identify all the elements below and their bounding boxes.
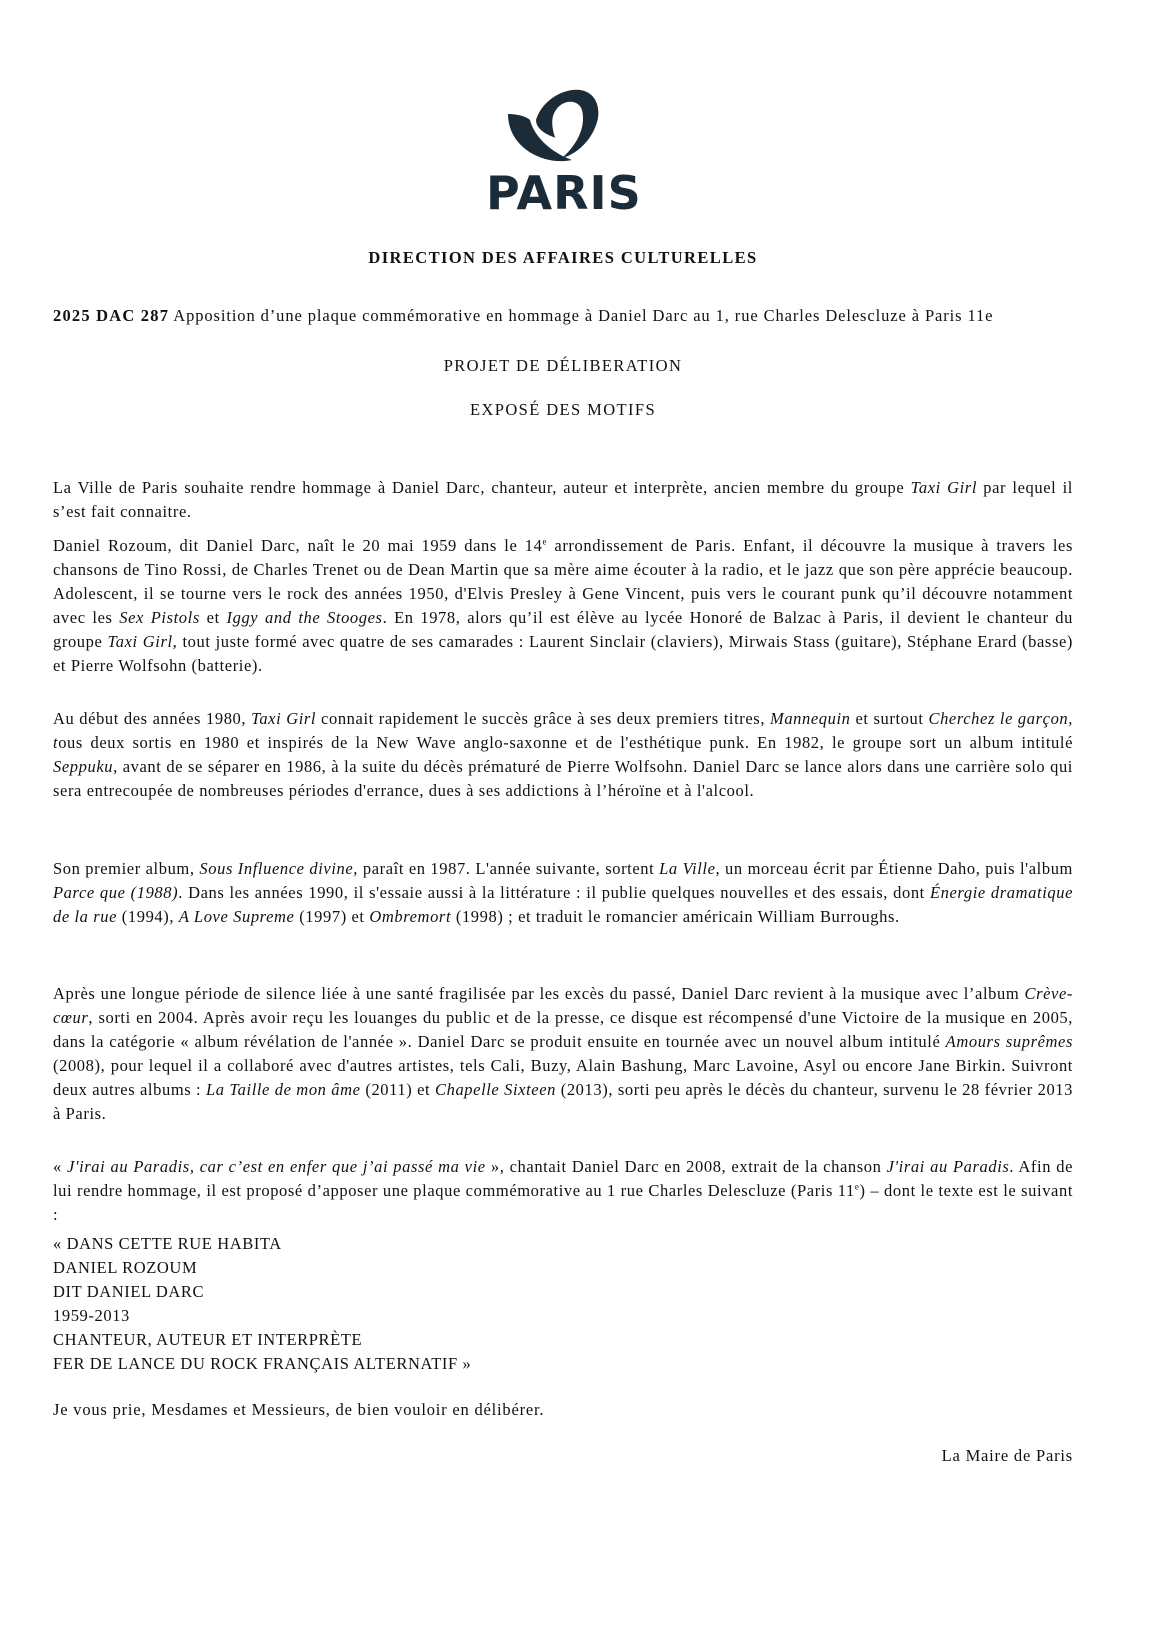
- paris-boat-emblem-icon: [486, 86, 634, 170]
- paragraph-taxi-girl: Au début des années 1980, Taxi Girl connait rapidement le succès grâce à ses deux premiers titres, Mannequin et surtout Cherchez le garçon, tous deux sortis en 1980 et inspirés de la New Wave anglo-saxonne et de l'esthétique punk. En 1982, le groupe sort un album intitulé Seppuku, avant de se séparer en 1986, à la suite du décès prématuré de Pierre Wolfsohn. Daniel Darc se lance alors dans une carrière solo qui sera entrecoupée de nombreuses périodes d'errance, dues à ses addictions à l’héroïne et à l'alcool.: [53, 709, 1074, 800]
- plaque-line: CHANTEUR, AUTEUR ET INTERPRÈTE: [53, 1330, 363, 1349]
- paris-logo: [486, 86, 642, 222]
- signature: La Maire de Paris: [941, 1446, 1073, 1465]
- plaque-text: [53, 1232, 953, 1376]
- closing-sentence: Je vous prie, Mesdames et Messieurs, de bien vouloir en délibérer.: [53, 1400, 545, 1419]
- paragraph-intro: La Ville de Paris souhaite rendre hommage à Daniel Darc, chanteur, auteur et interprète, ancien membre du groupe Taxi Girl par lequel il s’est fait connaitre.: [53, 478, 1073, 521]
- reference-code: 2025 DAC 287: [53, 306, 170, 325]
- plaque-line: « DANS CETTE RUE HABITA: [53, 1234, 282, 1253]
- plaque-line: DIT DANIEL DARC: [53, 1282, 205, 1301]
- plaque-line: FER DE LANCE DU ROCK FRANÇAIS ALTERNATIF »: [53, 1354, 472, 1373]
- plaque-line: DANIEL ROZOUM: [53, 1258, 198, 1277]
- project-heading: PROJET DE DÉLIBERATION: [443, 356, 683, 375]
- paragraph-biography: Daniel Rozoum, dit Daniel Darc, naît le 20 mai 1959 dans le 14e arrondissement de Paris. Enfant, il découvre la musique à travers les chansons de Tino Rossi, de Charles Trenet ou de Dean Martin que sa mère aime écouter à la radio, et le jazz que son père apprécie beaucoup. Adolescent, il se tourne vers le rock des années 1950, d'Elvis Presley à Gene Vincent, puis vers le courant punk qu’il découvre notamment avec les Sex Pistols et Iggy and the Stooges. En 1978, alors qu’il est élève au lycée Honoré de Balzac à Paris, il devient le chanteur du groupe Taxi Girl, tout juste formé avec quatre de ses camarades : Laurent Sinclair (claviers), Mirwais Stass (guitare), Stéphane Erard (basse) et Pierre Wolfsohn (batterie).: [53, 536, 1073, 675]
- plaque-line: 1959-2013: [53, 1306, 130, 1325]
- reference-title: Apposition d’une plaque commémorative en hommage à Daniel Darc au 1, rue Charles Delescluze à Paris 11e: [169, 306, 994, 325]
- paris-wordmark: PARIS: [486, 166, 642, 220]
- deliberation-reference: [53, 305, 1073, 327]
- paragraph-proposal: « J'irai au Paradis, car c’est en enfer que j’ai passé ma vie », chantait Daniel Darc en 2008, extrait de la chanson J'irai au Paradis. Afin de lui rendre hommage, il est proposé d’apposer une plaque commémorative au 1 rue Charles Delescluze (Paris 11e) – dont le texte est le suivant :: [53, 1157, 1073, 1224]
- direction-heading: DIRECTION DES AFFAIRES CULTURELLES: [368, 248, 758, 267]
- paragraph-solo-career: Son premier album, Sous Influence divine, paraît en 1987. L'année suivante, sortent La Ville, un morceau écrit par Étienne Daho, puis l'album Parce que (1988). Dans les années 1990, il s'essaie aussi à la littérature : il publie quelques nouvelles et des essais, dont Énergie dramatique de la rue (1994), A Love Supreme (1997) et Ombremort (1998) ; et traduit le romancier américain William Burroughs.: [53, 859, 1073, 926]
- paragraph-comeback: Après une longue période de silence liée à une santé fragilisée par les excès du passé, Daniel Darc revient à la musique avec l’album Crève-cœur, sorti en 2004. Après avoir reçu les louanges du public et de la presse, ce disque est récompensé d'une Victoire de la musique en 2005, dans la catégorie « album révélation de l'année ». Daniel Darc se produit ensuite en tournée avec un nouvel album intitulé Amours suprêmes (2008), pour lequel il a collaboré avec d'autres artistes, tels Cali, Buzy, Alain Bashung, Marc Lavoine, Asyl ou encore Jane Birkin. Suivront deux autres albums : La Taille de mon âme (2011) et Chapelle Sixteen (2013), sorti peu après le décès du chanteur, survenu le 28 février 2013 à Paris.: [53, 984, 1073, 1123]
- expose-heading: EXPOSÉ DES MOTIFS: [469, 400, 657, 419]
